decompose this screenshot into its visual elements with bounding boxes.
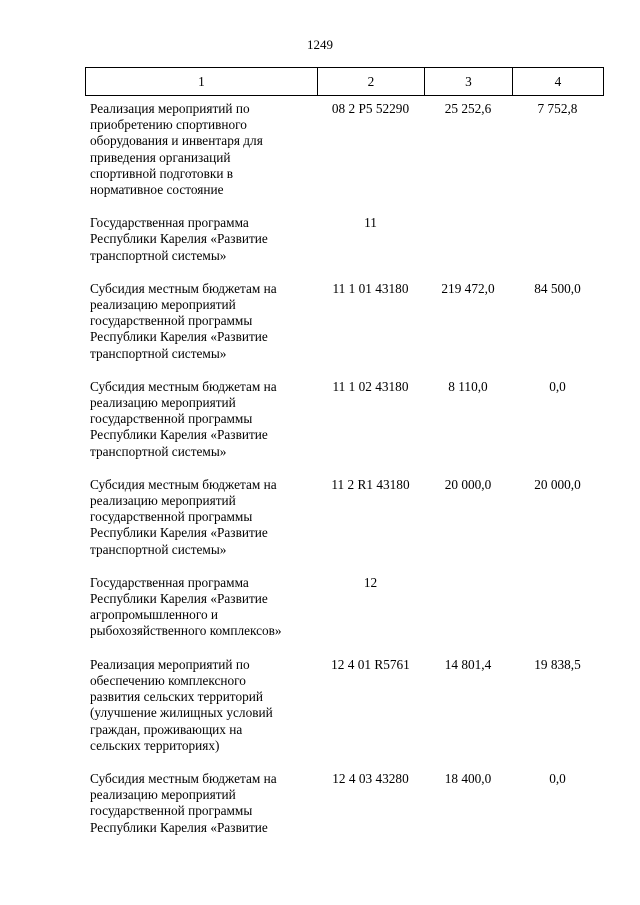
- row-name-cell: [85, 771, 317, 836]
- row-name-cell: [85, 379, 317, 460]
- page-number: 1249: [307, 37, 333, 52]
- row-name-line: приведения организаций: [90, 149, 231, 165]
- row-name-cell: [85, 477, 317, 558]
- row-name-line: Реализация мероприятий по: [90, 656, 250, 672]
- row-value-col4: 0,0: [549, 378, 566, 394]
- column-header-1: 1: [86, 68, 318, 96]
- row-name-line: граждан, проживающих на: [90, 721, 243, 737]
- row-value-col3: 8 110,0: [448, 378, 488, 394]
- row-name-line: спортивной подготовки в: [90, 165, 234, 181]
- row-name-line: приобретению спортивного: [90, 117, 247, 133]
- row-name-cell: [85, 281, 317, 362]
- row-name-line: Субсидия местным бюджетам на: [90, 280, 277, 296]
- row-value-col4: 19 838,5: [534, 656, 581, 672]
- table-row: [85, 771, 603, 836]
- row-value-col4: 84 500,0: [534, 280, 581, 296]
- row-name-cell: [85, 101, 317, 198]
- row-name-line: Республики Карелия «Развитие: [90, 591, 268, 607]
- column-header-4: 4: [513, 68, 604, 96]
- row-name-line: транспортной системы»: [90, 541, 227, 557]
- row-name-line: реализацию мероприятий: [90, 297, 236, 313]
- row-name-line: реализацию мероприятий: [90, 787, 236, 803]
- row-name-cell: [85, 657, 317, 754]
- row-name-line: Республики Карелия «Развитие: [90, 329, 268, 345]
- row-name-line: транспортной системы»: [90, 247, 227, 263]
- table-row: [85, 281, 603, 362]
- row-code-cell: 11 1 02 43180: [332, 378, 409, 394]
- row-name-line: Республики Карелия «Развитие: [90, 819, 268, 835]
- row-name-line: реализацию мероприятий: [90, 395, 236, 411]
- row-code-cell: 08 2 P5 52290: [331, 101, 410, 116]
- row-value-col4: 7 752,8: [537, 101, 578, 116]
- row-name-line: обеспечению комплексного: [90, 672, 246, 688]
- row-code-cell: 11 1 01 43180: [332, 280, 409, 296]
- table-row: [85, 477, 603, 558]
- row-value-col3: 20 000,0: [444, 476, 492, 492]
- row-value-col3: 25 252,6: [444, 101, 492, 116]
- row-name-line: Государственная программа: [90, 574, 249, 590]
- table-row: [85, 101, 603, 198]
- row-name-line: (улучшение жилищных условий: [90, 705, 273, 721]
- row-name-line: Государственная программа: [90, 215, 249, 231]
- row-name-line: агропромышленного и: [90, 607, 219, 623]
- row-name-line: Реализация мероприятий по: [90, 101, 250, 116]
- row-name-line: нормативное состояние: [90, 182, 224, 198]
- row-name-line: Республики Карелия «Развитие: [90, 525, 268, 541]
- table-row: [85, 379, 603, 460]
- row-name-line: сельских территориях): [90, 737, 220, 753]
- row-code-cell: 12 4 01 R5761: [331, 656, 410, 672]
- row-value-col3: 14 801,4: [444, 656, 492, 672]
- row-name-line: реализацию мероприятий: [90, 493, 236, 509]
- column-header-row: [86, 68, 604, 96]
- row-name-cell: [85, 215, 317, 264]
- row-name-line: государственной программы: [90, 411, 253, 427]
- row-name-line: государственной программы: [90, 803, 253, 819]
- row-code-cell: 11 2 R1 43180: [331, 476, 410, 492]
- row-code-cell: 11: [364, 215, 377, 231]
- row-value-col3: [424, 215, 512, 264]
- column-header-table: [85, 67, 604, 96]
- row-name-line: оборудования и инвентаря для: [90, 133, 263, 149]
- row-value-col4: 20 000,0: [534, 476, 581, 492]
- row-code-cell: 12 4 03 43280: [332, 770, 409, 786]
- table-row: [85, 575, 603, 640]
- budget-table-body: [85, 101, 603, 853]
- row-value-col3: 18 400,0: [444, 770, 492, 786]
- column-header-3: 3: [425, 68, 513, 96]
- row-name-line: Республики Карелия «Развитие: [90, 427, 268, 443]
- table-row: [85, 657, 603, 754]
- row-name-line: государственной программы: [90, 509, 253, 525]
- row-name-line: Субсидия местным бюджетам на: [90, 770, 277, 786]
- row-name-line: транспортной системы»: [90, 345, 227, 361]
- row-name-line: Республики Карелия «Развитие: [90, 231, 268, 247]
- row-code-cell: 12: [363, 574, 378, 590]
- row-name-line: развития сельских территорий: [90, 689, 263, 705]
- row-name-line: государственной программы: [90, 313, 253, 329]
- column-header-2: 2: [318, 68, 425, 96]
- row-value-col4: [512, 575, 603, 640]
- row-name-line: транспортной системы»: [90, 443, 227, 459]
- row-value-col4: 0,0: [549, 770, 566, 786]
- row-name-cell: [85, 575, 317, 640]
- row-name-line: Субсидия местным бюджетам на: [90, 378, 277, 394]
- row-value-col4: [512, 215, 603, 264]
- row-value-col3: 219 472,0: [441, 280, 495, 296]
- table-row: [85, 215, 603, 264]
- row-name-line: Субсидия местным бюджетам на: [90, 476, 277, 492]
- row-value-col3: [424, 575, 512, 640]
- row-name-line: рыбохозяйственного комплексов»: [90, 623, 282, 639]
